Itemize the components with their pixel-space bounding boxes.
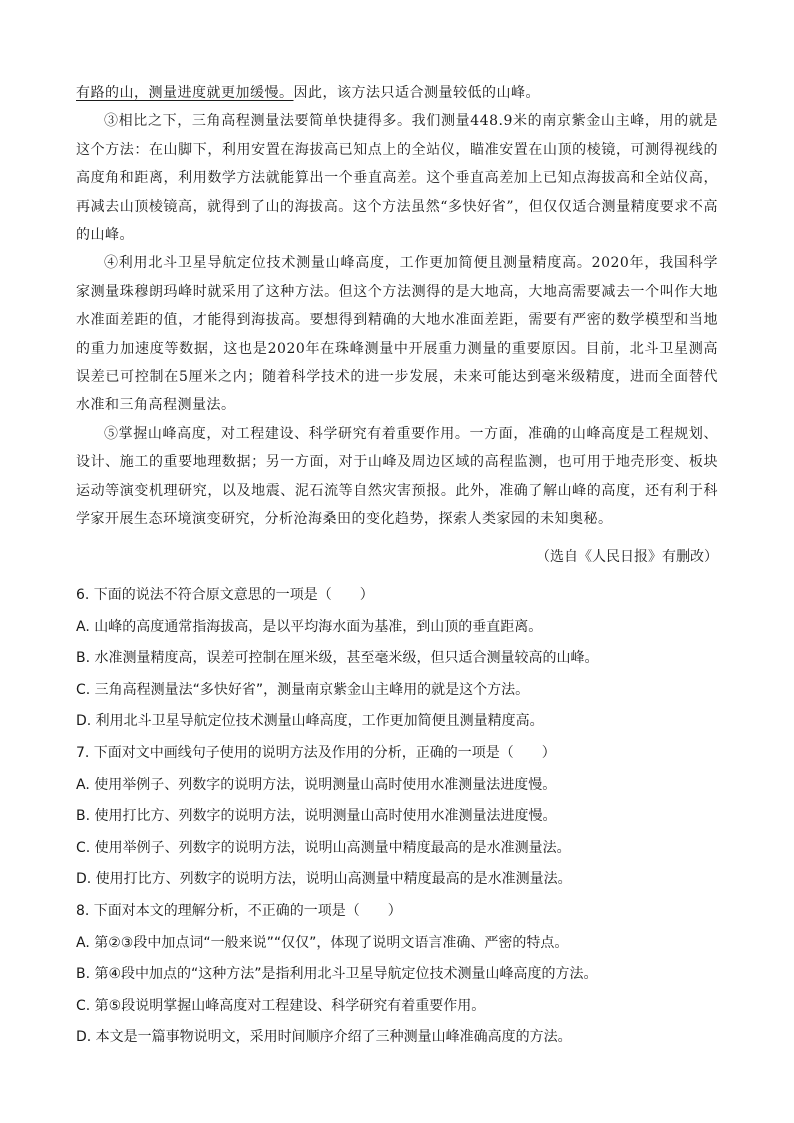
option-b: B. 水准测量精度高，误差可控制在厘米级，甚至毫米级，但只适合测量较高的山峰。 <box>76 650 599 667</box>
option-d: D. 本文是一篇事物说明文，采用时间顺序介绍了三种测量山峰准确高度的方法。 <box>76 1029 572 1046</box>
passage-paragraph-4: ④利用北斗卫星导航定位技术测量山峰高度，工作更加简便且测量精度高。2020年，我国科学家测量珠穆朗玛峰时就采用了这种方法。但这个方法测得的是大地高，大地高需要减去一个叫作大地水准面差距的值，才能得到海拔高。要想得到精确的大地水准面差距，需要有严密的数学模型和当地的重力加速度等数据，这也是2020年在珠峰测量中开展重力测量的重要原因。目前，北斗卫星测高误差已可控制在5厘米之内；随着科学技术的进一步发展，未来可能达到毫米级精度，进而全面替代水准和三角高程测量法。 <box>76 255 718 414</box>
reading-passage <box>76 79 718 534</box>
option-d: D. 利用北斗卫星导航定位技术测量山峰高度，工作更加简便且测量精度高。 <box>76 713 544 730</box>
passage-paragraph-continued <box>76 79 718 107</box>
paragraph-text: 因此，该方法只适合测量较低的山峰。 <box>293 85 540 101</box>
option-b: B. 使用打比方、列数字的说明方法，说明测量山高时使用水准测量法进度慢。 <box>76 808 557 825</box>
passage-paragraph-5: ⑤掌握山峰高度，对工程建设、科学研究有着重要作用。一方面，准确的山峰高度是工程规划、设计、施工的重要地理数据；另一方面，对于山峰及周边区域的高程监测，也可用于地壳形变、板块运动等演变机理研究，以及地震、泥石流等自然灾害预报。此外，准确了解山峰的高度，还有利于科学家开展生态环境演变研究，分析沧海桑田的变化趋势，探索人类家园的未知奥秘。 <box>76 425 718 528</box>
option-b: B. 第④段中加点的“这种方法”是指利用北斗卫星导航定位技术测量山峰高度的方法。 <box>76 966 598 983</box>
passage-paragraph-3: ③相比之下，三角高程测量法要简单快捷得多。我们测量448.9米的南京紫金山主峰，用的就是这个方法：在山脚下，利用安置在海拔高已知点上的全站仪，瞄准安置在山顶的棱镜，可测得视线的高度角和距离，利用数学方法就能算出一个垂直高差。这个垂直高差加上已知点海拔高和全站仪高，再减去山顶棱镜高，就得到了山的海拔高。这个方法虽然“多快好省”，但仅仅适合测量精度要求不高的山峰。 <box>76 113 718 244</box>
question-stem: 7. 下面对文中画线句子使用的说明方法及作用的分析，正确的一项是（ ） <box>76 744 556 761</box>
question-stem: 6. 下面的说法不符合原文意思的一项是（ ） <box>76 587 374 603</box>
source-citation: （选自《人民日报》有删改） <box>536 549 718 565</box>
underlined-sentence: 有路的山，测量进度就更加缓慢。 <box>76 85 294 101</box>
option-c: C. 三角高程测量法“多快好省”，测量南京紫金山主峰用的就是这个方法。 <box>76 681 530 698</box>
question-6 <box>76 580 726 738</box>
option-d: D. 使用打比方、列数字的说明方法，说明山高测量中精度最高的是水准测量法。 <box>76 871 572 888</box>
option-a: A. 山峰的高度通常指海拔高，是以平均海水面为基准，到山顶的垂直距离。 <box>76 618 543 635</box>
option-c: C. 第⑤段说明掌握山峰高度对工程建设、科学研究有着重要作用。 <box>76 997 486 1014</box>
option-a: A. 第②③段中加点词“一般来说”“仅仅”，体现了说明文语言准确、严密的特点。 <box>76 934 569 951</box>
question-7 <box>76 738 726 896</box>
option-a: A. 使用举例子、列数字的说明方法，说明测量山高时使用水准测量法进度慢。 <box>76 776 557 793</box>
question-list <box>76 580 726 1054</box>
option-c: C. 使用举例子、列数字的说明方法，说明山高测量中精度最高的是水准测量法。 <box>76 839 571 856</box>
question-stem: 8. 下面对本文的理解分析，不正确的一项是（ ） <box>76 902 402 919</box>
question-8 <box>76 896 726 1054</box>
